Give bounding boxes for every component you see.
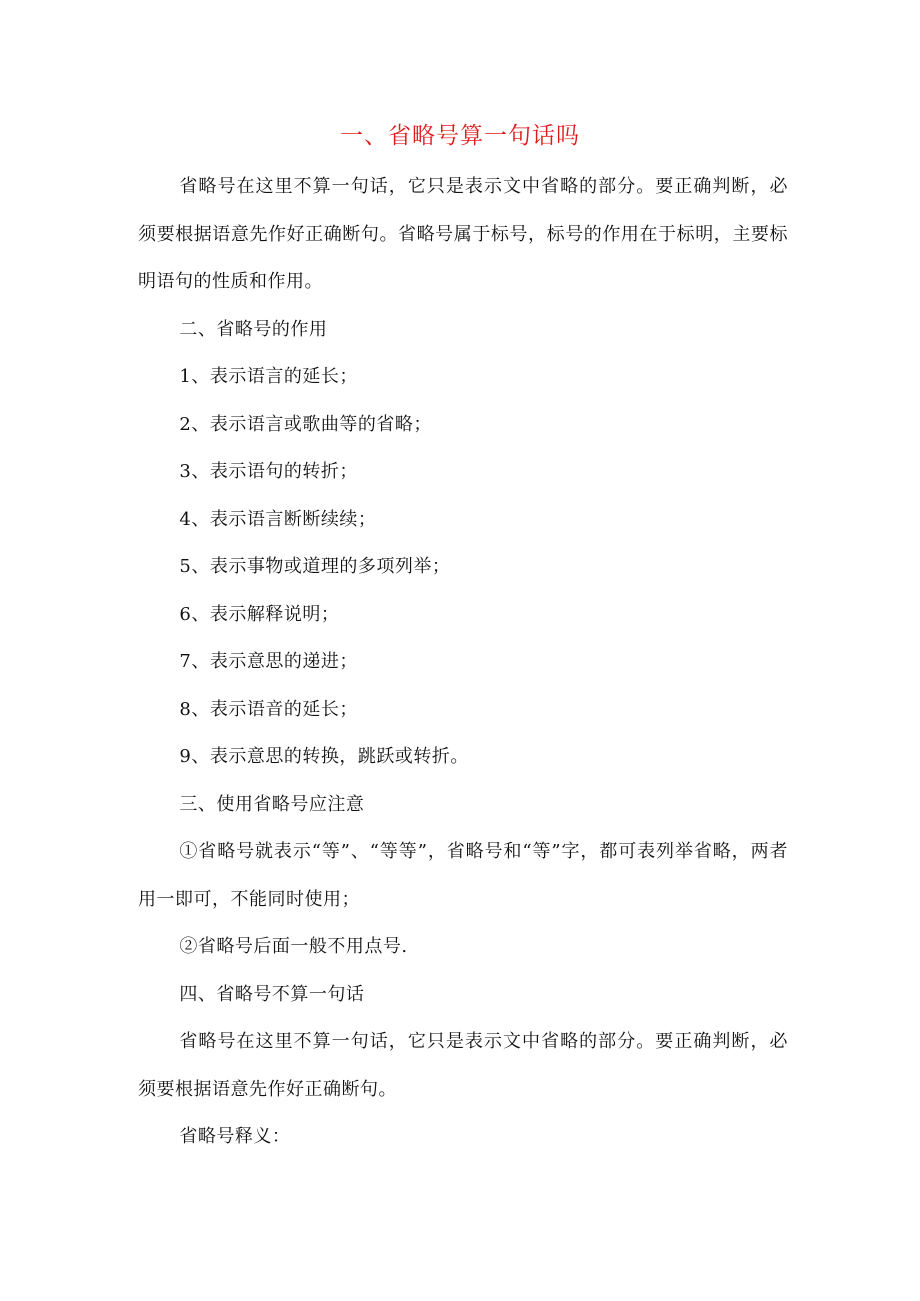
list-item: 7、表示意思的递进； [179,651,358,672]
section-heading-notes: 三、使用省略号应注意 [179,793,365,815]
section-heading-functions: 二、省略号的作用 [179,318,328,340]
note-item: ②省略号后面一般不用点号. [179,936,408,957]
document-body [138,163,788,1161]
list-item: 4、表示语言断断续续； [179,508,377,530]
list-item: 2、表示语言或歌曲等的省略； [179,413,432,435]
list-item: 3、表示语句的转折； [179,461,358,482]
list-item: 5、表示事物或道理的多项列举； [179,556,451,577]
list-item: 6、表示解释说明； [179,603,340,625]
note-item: ①省略号就表示“等”、“等等”，省略号和“等”字，都可表列举省略，两者用一即可，不能同时使用； [138,841,788,910]
paragraph-intro: 省略号在这里不算一句话，它只是表示文中省略的部分。要正确判断，必须要根据语意先作好正确断句。省略号属于标号，标号的作用在于标明，主要标明语句的性质和作用。 [138,176,788,292]
list-item: 9、表示意思的转换，跳跃或转折。 [179,746,469,767]
list-item: 8、表示语音的延长； [179,698,358,720]
paragraph-definition-label: 省略号释义： [179,1126,291,1147]
section-heading-not-sentence: 四、省略号不算一句话 [179,983,365,1005]
page-title: 一、省略号算一句话吗 [340,123,580,149]
paragraph-repeat: 省略号在这里不算一句话，它只是表示文中省略的部分。要正确判断，必须要根据语意先作好正确断句。 [138,1031,788,1100]
list-item: 1、表示语言的延长； [179,366,358,387]
